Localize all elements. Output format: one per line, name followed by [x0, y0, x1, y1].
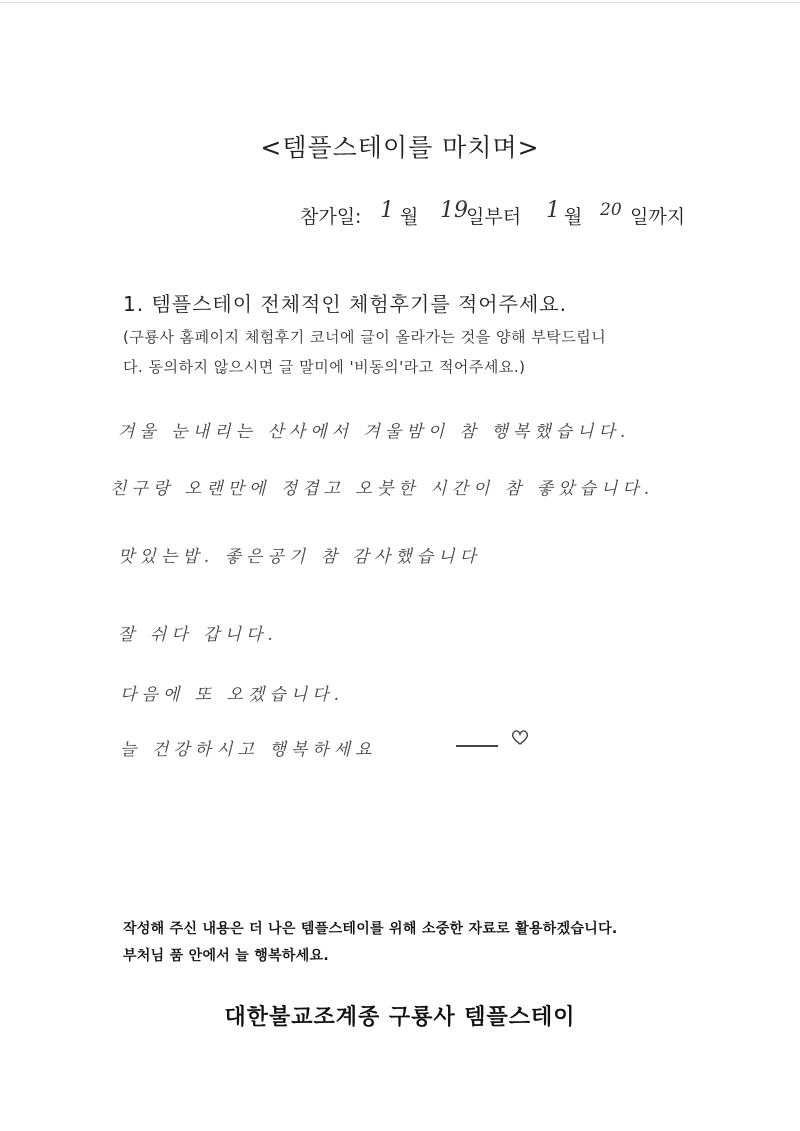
top-edge-line: [0, 2, 800, 3]
organization-name: 대한불교조계종 구룡사 템플스테이: [224, 1005, 576, 1030]
consent-note-line-2: 다. 동의하지 않으시면 글 말미에 '비동의'라고 적어주세요.): [123, 358, 526, 376]
dates-label: 참가일:: [300, 206, 362, 228]
form-title: <템플스테이를 마치며>: [260, 133, 540, 162]
start-day-value: 19: [440, 198, 468, 223]
handwritten-answer-line: 겨울 눈내리는 산사에서 겨울밤이 참 행복했습니다.: [118, 422, 631, 442]
handwritten-answer-line: 친구랑 오랜만에 정겹고 오붓한 시간이 참 좋았습니다.: [110, 479, 655, 499]
footer-blessing-line: 부처님 품 안에서 늘 행복하세요.: [123, 948, 330, 964]
start-suffix: 일부터: [466, 206, 522, 228]
month-unit-1: 월: [400, 206, 419, 228]
footer-thanks-line: 작성해 주신 내용은 더 나은 템플스테이를 위해 소중한 자료로 활용하겠습니다.: [123, 921, 618, 937]
handwritten-answer-line: 맛있는밥. 좋은공기 참 감사했습니다: [118, 547, 481, 567]
end-month-value: 1: [546, 198, 560, 223]
question-1: 1. 템플스테이 전체적인 체험후기를 적어주세요.: [123, 292, 567, 316]
handwritten-answer-line: 잘 쉬다 갑니다.: [118, 625, 278, 645]
handwritten-dash: [456, 745, 498, 747]
start-month-value: 1: [380, 198, 394, 223]
heart-doodle-icon: [510, 728, 530, 746]
handwritten-answer-line: 다음에 또 오겠습니다.: [120, 685, 345, 705]
end-suffix: 일까지: [630, 206, 686, 228]
handwritten-answer-line: 늘 건강하시고 행복하세요: [120, 740, 377, 760]
participation-dates: [300, 196, 720, 232]
consent-note-line-1: (구룡사 홈페이지 체험후기 코너에 글이 올라가는 것을 양해 부탁드립니: [123, 328, 607, 346]
month-unit-2: 월: [564, 206, 583, 228]
end-day-value: 20: [600, 200, 622, 220]
